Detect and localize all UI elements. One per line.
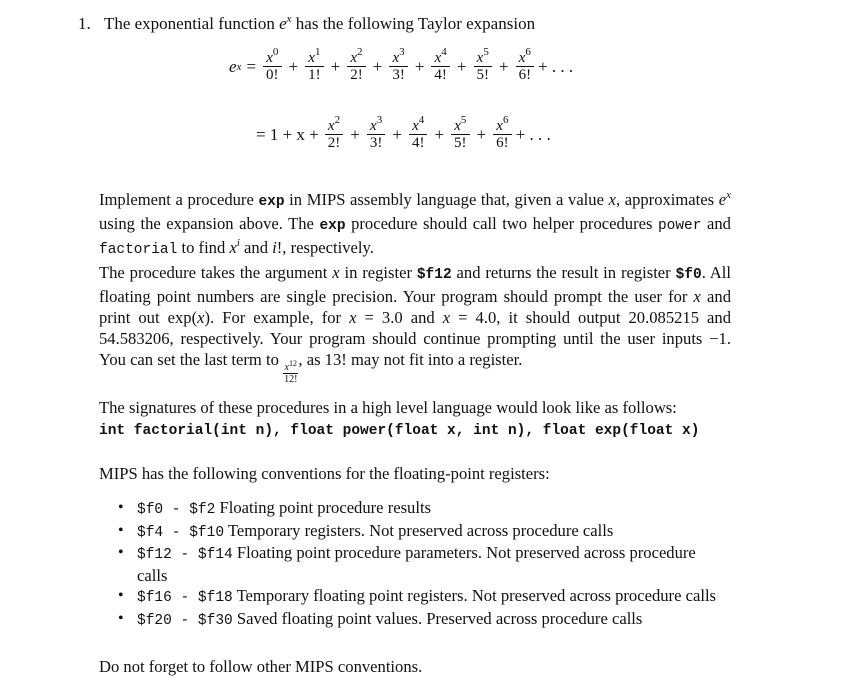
term-base: x [370,118,377,134]
intro-tail: has the following Taylor expansion [295,14,536,33]
para2-text: and print out exp( [99,287,731,327]
procedure-signatures: int factorial(int n), float power(float x, int n), float exp(float x) [99,423,700,439]
taylor-term [493,114,512,152]
taylor-term [325,114,344,152]
eq1-lhs: e [229,57,237,76]
para1-code-exp: exp [258,194,285,210]
para2-var: x [332,263,340,282]
register-description: Floating point procedure results [219,498,432,517]
taylor-term [451,114,470,152]
taylor-term [516,46,535,84]
register-convention-item [118,543,730,586]
term-base: x [308,50,315,66]
term-exponent: 3 [376,114,383,126]
paragraph-conventions [99,463,731,484]
term-denominator: 4! [431,66,450,84]
term-denominator: 4! [409,134,428,152]
register-range: $f16 - $f18 [137,590,233,607]
term-denominator: 5! [451,134,470,152]
eq2-terms [323,114,514,152]
term-denominator: 2! [325,134,344,152]
taylor-equation-2 [256,114,556,152]
term-base: x [518,50,526,66]
plus-operator: + [499,57,509,76]
term-exponent: 5 [483,46,489,58]
term-exponent: 5 [460,114,467,126]
register-convention-item [118,609,730,632]
register-f0: $f0 [675,267,702,283]
para1-text: !, respectively. [276,238,374,257]
para1-text: using the expansion above. The [99,214,314,233]
taylor-term [409,114,428,152]
para2-text: . All floating point numbers are single precision. Your program should prompt the user for [99,263,731,306]
para2-text: = 4.0, it should output 20.085215 and 54.583206, respectively. Your program should continue prompting until the user inputs −1. You can set the last term to [99,308,732,369]
footer-text: Do not forget to follow other MIPS conventions. [99,657,423,676]
term-exponent: 2 [334,114,341,126]
frac-num: x [284,362,289,373]
para1-var-sup: x [726,189,731,201]
register-conventions-list [118,498,730,632]
term-denominator: 0! [263,66,282,84]
paragraph-footer [99,656,731,677]
register-description: Floating point procedure parameters. Not preserved across procedure calls [137,543,696,585]
frac-num-sup: 12 [288,359,297,368]
register-description: Temporary registers. Not preserved across procedure calls [227,520,614,540]
para2-text: in register [344,263,412,282]
taylor-term [367,114,386,152]
para1-code-exp: exp [319,218,346,234]
para1-text: procedure should call two helper procedures [351,214,653,233]
term-base: x [476,50,484,66]
para2-text: and returns the result in register [456,263,671,282]
intro-sup: x [286,13,292,25]
eq1-lhs-sup: x [236,61,242,73]
term-denominator: 1! [305,66,324,84]
para1-var: e [718,190,727,209]
eq1-terms [261,46,536,84]
para2-var: x [442,308,451,327]
term-exponent: 6 [502,114,509,126]
intro-text: The exponential function [103,14,275,33]
register-description: Temporary floating point registers. Not preserved across procedure calls [236,586,717,606]
para1-text: , approximates [615,190,715,209]
para1-var: x [229,238,237,257]
para2-var: x [693,287,701,306]
term-denominator: 3! [367,134,386,152]
term-base: x [434,50,442,66]
para1-text: and [244,238,268,257]
problem-heading [78,14,535,34]
term-base: x [327,118,335,134]
frac-den: 12! [284,374,298,385]
register-convention-item [118,498,730,521]
para1-code-power: power [657,218,702,234]
para1-text: in MIPS assembly language that, given a value [289,190,604,209]
para2-text: The procedure takes the argument [99,263,328,282]
para1-text: and [707,214,731,233]
term-denominator: 2! [347,66,366,84]
plus-operator: + [434,125,445,144]
plus-operator: + [456,57,467,76]
register-convention-item [118,586,730,609]
taylor-equation-1: e x = $\frac{x^0}{0!}$ + $\frac{x^1}{1!}$ + $\frac{x^2}{2!}$ + $\frac{x^3}{3!}$ + $\frac{x^4}{4!}$ + $\frac{x^5}{5!}$ + $\frac{x^6}{6!}$ + . . . [229,46,574,83]
para3-text: The signatures of these procedures in a high level language would look like as follows: [99,398,677,417]
term-exponent: 1 [314,46,321,58]
register-f12: $f12 [416,267,452,283]
paragraph-procedure [99,262,731,385]
term-exponent: 2 [357,46,363,58]
term-denominator: 3! [389,66,408,84]
taylor-term [431,46,450,84]
register-description: Saved floating point values. Preserved across procedure calls [236,608,643,628]
para1-var: x [608,190,616,209]
taylor-term [474,46,493,84]
para2-text: , as 13! may not fit into a register. [298,350,523,369]
eq1-tail: + . . . [538,57,574,76]
last-term-fraction [283,359,298,385]
plus-operator: + [372,57,383,76]
term-exponent: 3 [399,46,405,58]
term-exponent: 4 [418,114,425,126]
term-exponent: 6 [525,46,531,58]
register-range: $f12 - $f14 [137,547,233,564]
plus-operator: + [330,57,341,76]
term-base: x [392,50,400,66]
eq2-prefix: = 1 + x + [256,125,319,144]
term-base: x [350,50,358,66]
plus-operator: + [350,125,360,144]
taylor-term [389,46,408,84]
para2-var: x [197,308,205,327]
para1-code-factorial: factorial [99,242,178,258]
para1-var: i [272,238,277,257]
intro-var: e [279,14,287,33]
taylor-term [263,46,282,84]
register-range: $f4 - $f10 [137,524,225,541]
para2-text: = 3.0 and [364,308,435,327]
term-exponent: 0 [272,46,279,58]
taylor-term [305,46,324,84]
paragraph-implement [99,189,731,261]
register-range: $f20 - $f30 [137,612,233,629]
plus-operator: + [476,125,487,144]
para1-text: to find [181,238,226,257]
term-base: x [266,50,273,66]
term-base: x [412,118,419,134]
taylor-term [347,46,366,84]
para2-text: ). For example, for [204,308,342,327]
term-denominator: 5! [474,66,493,84]
plus-operator: + [414,57,425,76]
term-exponent: 4 [441,46,447,58]
para1-text: Implement a procedure [99,190,254,209]
eq2-tail: + . . . [515,125,551,144]
paragraph-signatures [99,397,731,442]
register-convention-item [118,521,730,544]
term-denominator: 6! [493,134,512,152]
plus-operator: + [392,125,402,144]
para4-text: MIPS has the following conventions for the floating-point registers: [99,464,550,483]
register-range: $f0 - $f2 [137,502,216,518]
para1-var-sup: i [236,237,240,249]
term-base: x [454,118,461,134]
plus-operator: + [288,57,299,76]
term-denominator: 6! [516,66,535,84]
problem-number: 1. [78,14,91,33]
term-base: x [496,118,503,134]
para2-var: x [349,308,357,327]
